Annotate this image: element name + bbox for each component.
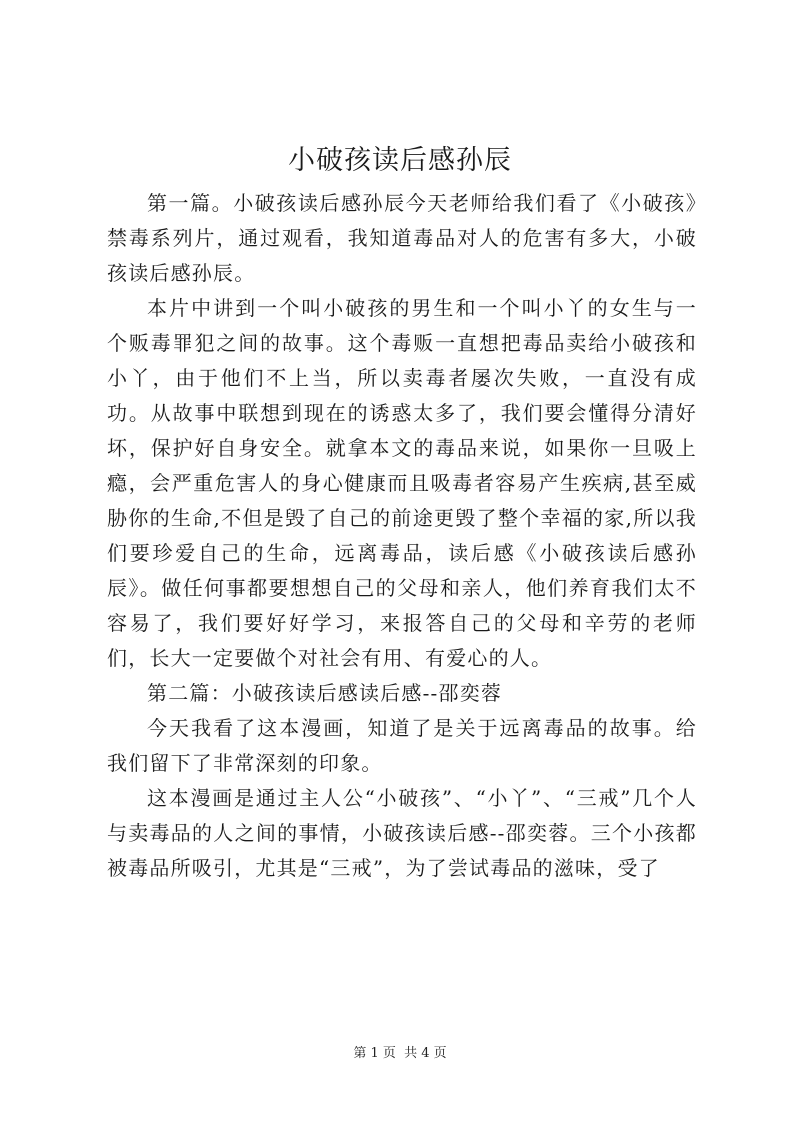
paragraph-2: 本片中讲到一个叫小破孩的男生和一个叫小丫的女生与一个贩毒罪犯之间的故事。这个毒贩一直想把毒品卖给小破孩和小丫，由于他们不上当，所以卖毒者屡次失败，一直没有成功。从故事中联想到现在的诱惑太多了，我们要会懂得分清好坏，保护好自身安全。就拿本文的毒品来说，如果你一旦吸上瘾，会严重危害人的身心健康而且吸毒者容易产生疾病,甚至威胁你的生命,不但是毁了自己的前途更毁了整个幸福的家,所以我们要珍爱自己的生命，远离毒品，读后感《小破孩读后感孙辰》。做任何事都要想想自己的父母和亲人，他们养育我们太不容易了，我们要好好学习，来报答自己的父母和辛劳的老师们，长大一定要做个对社会有用、有爱心的人。 (107, 296, 697, 670)
page-total: 共 4 页 (404, 1046, 447, 1061)
paragraph-3: 第二篇：小破孩读后感读后感--邵奕蓉 (147, 681, 503, 705)
document-title: 小破孩读后感孙辰 (288, 145, 512, 176)
document-body (107, 186, 697, 886)
page-footer (0, 1044, 800, 1064)
paragraph-4: 今天我看了这本漫画，知道了是关于远离毒品的故事。给我们留下了非常深刻的印象。 (107, 716, 697, 775)
paragraph-5: 这本漫画是通过主人公“小破孩”、“小丫”、“三戒”几个人与卖毒品的人之间的事情，小破孩读后感--邵奕蓉。三个小孩都被毒品所吸引，尤其是“三戒”，为了尝试毒品的滋味，受了 (107, 786, 697, 880)
paragraph-1: 第一篇。小破孩读后感孙辰今天老师给我们看了《小破孩》禁毒系列片，通过观看，我知道毒品对人的危害有多大，小破孩读后感孙辰。 (107, 191, 697, 285)
page-number: 第 1 页 (353, 1046, 396, 1061)
